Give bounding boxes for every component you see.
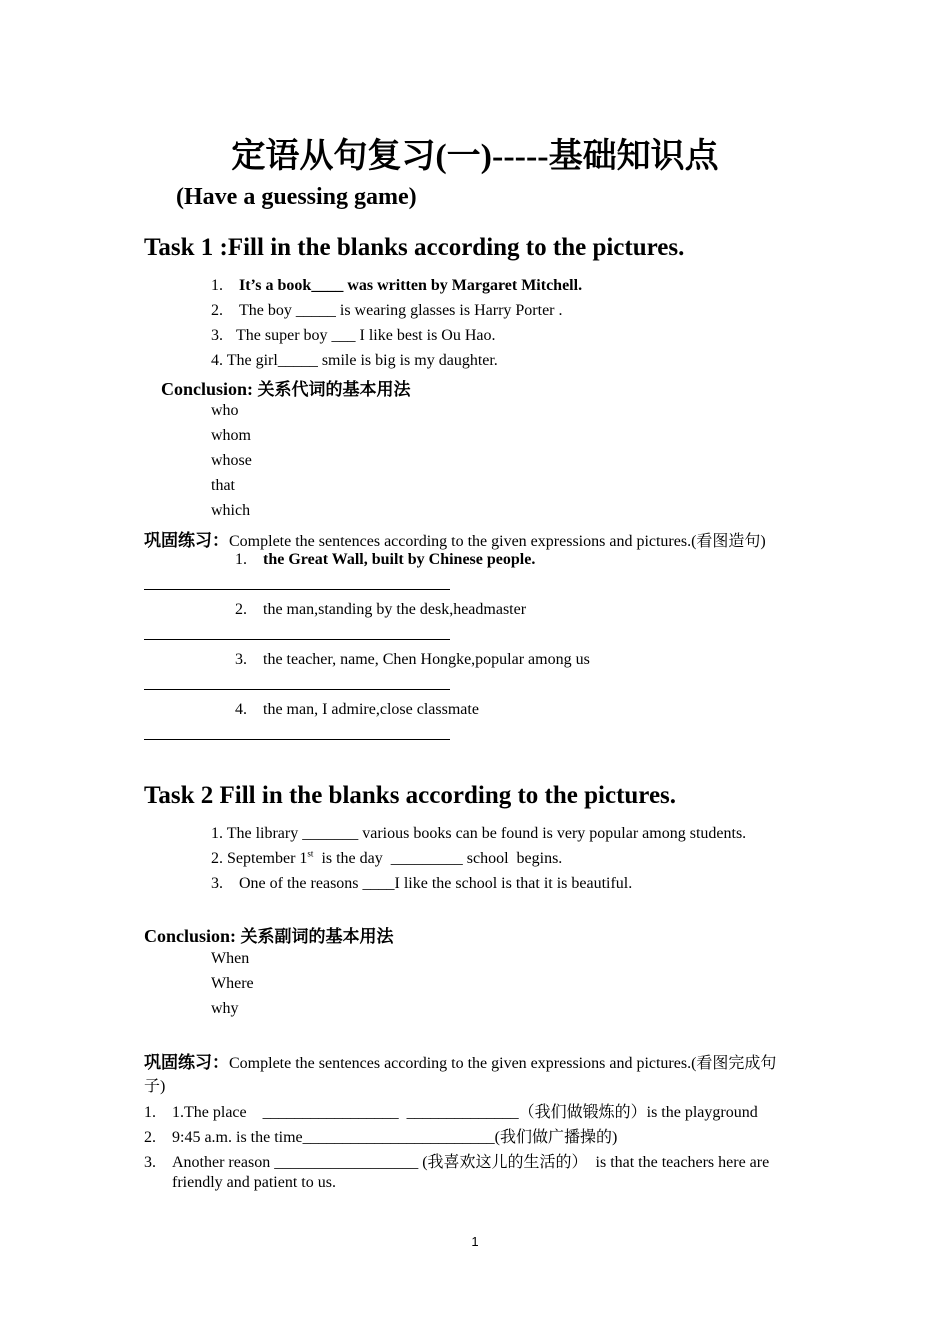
task2-item-2 <box>211 850 562 868</box>
item-text: The boy _____ is wearing glasses is Harry Porter . <box>239 302 563 319</box>
practice-1-item-1 <box>235 551 535 569</box>
item-number: 3. <box>211 875 223 892</box>
task1-item-2 <box>211 302 563 320</box>
practice-label: 巩固练习： <box>144 1053 229 1073</box>
practice-2-item-2 <box>144 1124 617 1147</box>
subtitle: (Have a guessing game) <box>176 184 417 210</box>
item-number: 2. <box>144 1129 156 1146</box>
practice-1-item-3 <box>235 651 590 669</box>
answer-line <box>144 689 450 690</box>
practice-2-item-1 <box>144 1099 758 1122</box>
conclusion-1 <box>161 375 411 400</box>
item-number: 4. <box>235 701 247 718</box>
item-number: 2. <box>235 601 247 618</box>
page-title: 定语从句复习(一)-----基础知识点 <box>231 138 719 175</box>
superscript: st <box>307 848 314 859</box>
adverb-why: why <box>211 1000 239 1017</box>
item-number: 1. <box>235 551 247 568</box>
item-number: 3. <box>144 1154 156 1171</box>
practice-2-instruction-cont: 子) <box>144 1078 166 1095</box>
task1-heading: Task 1 :Fill in the blanks according to the pictures. <box>144 234 685 261</box>
conclusion-text: 关系代词的基本用法 <box>257 380 411 400</box>
task2-heading: Task 2 Fill in the blanks according to the pictures. <box>144 782 677 809</box>
task1-item-1 <box>211 277 582 295</box>
task1-item-4 <box>211 352 498 370</box>
item-number: 2. <box>211 302 223 319</box>
page-number: 1 <box>471 1234 479 1249</box>
item-text: the man, I admire,close classmate <box>263 701 479 718</box>
item-text: the man,standing by the desk,headmaster <box>263 601 527 618</box>
task2-item-1: 1. The library _______ various books can be found is very popular among students. <box>211 825 747 842</box>
task2-item-3 <box>211 875 632 893</box>
item-text: the teacher, name, Chen Hongke,popular among us <box>263 651 590 668</box>
practice-1-item-2 <box>235 601 526 619</box>
pronoun-whom: whom <box>211 427 251 444</box>
conclusion-label: Conclusion: <box>161 379 254 399</box>
practice-text: Complete the sentences according to the given expressions and pictures.(看图完成句 <box>229 1055 777 1072</box>
pronoun-which: which <box>211 502 251 519</box>
conclusion-text: 关系副词的基本用法 <box>240 927 394 947</box>
practice-text: Complete the sentences according to the given expressions and pictures.(看图造句) <box>229 533 766 550</box>
practice-1-instruction <box>144 526 766 551</box>
practice-1-item-4 <box>235 701 479 719</box>
practice-2-instruction <box>144 1048 776 1073</box>
item-number: 3. <box>211 327 223 344</box>
answer-line <box>144 589 450 590</box>
item-number: 4. <box>211 352 223 369</box>
answer-line <box>144 639 450 640</box>
item-number: 3. <box>235 651 247 668</box>
item-text: One of the reasons ____I like the school is that it is beautiful. <box>239 875 633 892</box>
item-text-end: is the day _________ school begins. <box>313 850 563 867</box>
adverb-where: Where <box>211 975 254 992</box>
adverb-when: When <box>211 950 250 967</box>
item-text: the Great Wall, built by Chinese people. <box>263 551 536 568</box>
item-text-start: 2. September 1 <box>211 850 308 867</box>
practice-label: 巩固练习： <box>144 531 229 551</box>
item-text: 1.The place _________________ ______________（我们做锻炼的）is the playground <box>172 1104 758 1121</box>
item-number: 1. <box>144 1104 156 1121</box>
pronoun-that: that <box>211 477 235 494</box>
pronoun-whose: whose <box>211 452 252 469</box>
practice-2-item-3-cont: friendly and patient to us. <box>172 1174 336 1191</box>
item-text: The girl_____ smile is big is my daughter. <box>226 352 498 369</box>
pronoun-who: who <box>211 402 239 419</box>
item-text: Another reason __________________ (我喜欢这儿的生活的） is that the teachers here are <box>172 1154 770 1171</box>
answer-line <box>144 739 450 740</box>
conclusion-2 <box>144 922 394 947</box>
task1-item-3 <box>211 327 496 345</box>
practice-2-item-3 <box>144 1149 769 1172</box>
conclusion-label: Conclusion: <box>144 926 237 946</box>
item-text: 9:45 a.m. is the time________________________(我们做广播操的) <box>172 1129 618 1146</box>
item-text: It’s a book____ was written by Margaret Mitchell. <box>239 277 583 294</box>
item-number: 1. <box>211 277 223 294</box>
item-text: The super boy ___ I like best is Ou Hao. <box>236 327 496 344</box>
